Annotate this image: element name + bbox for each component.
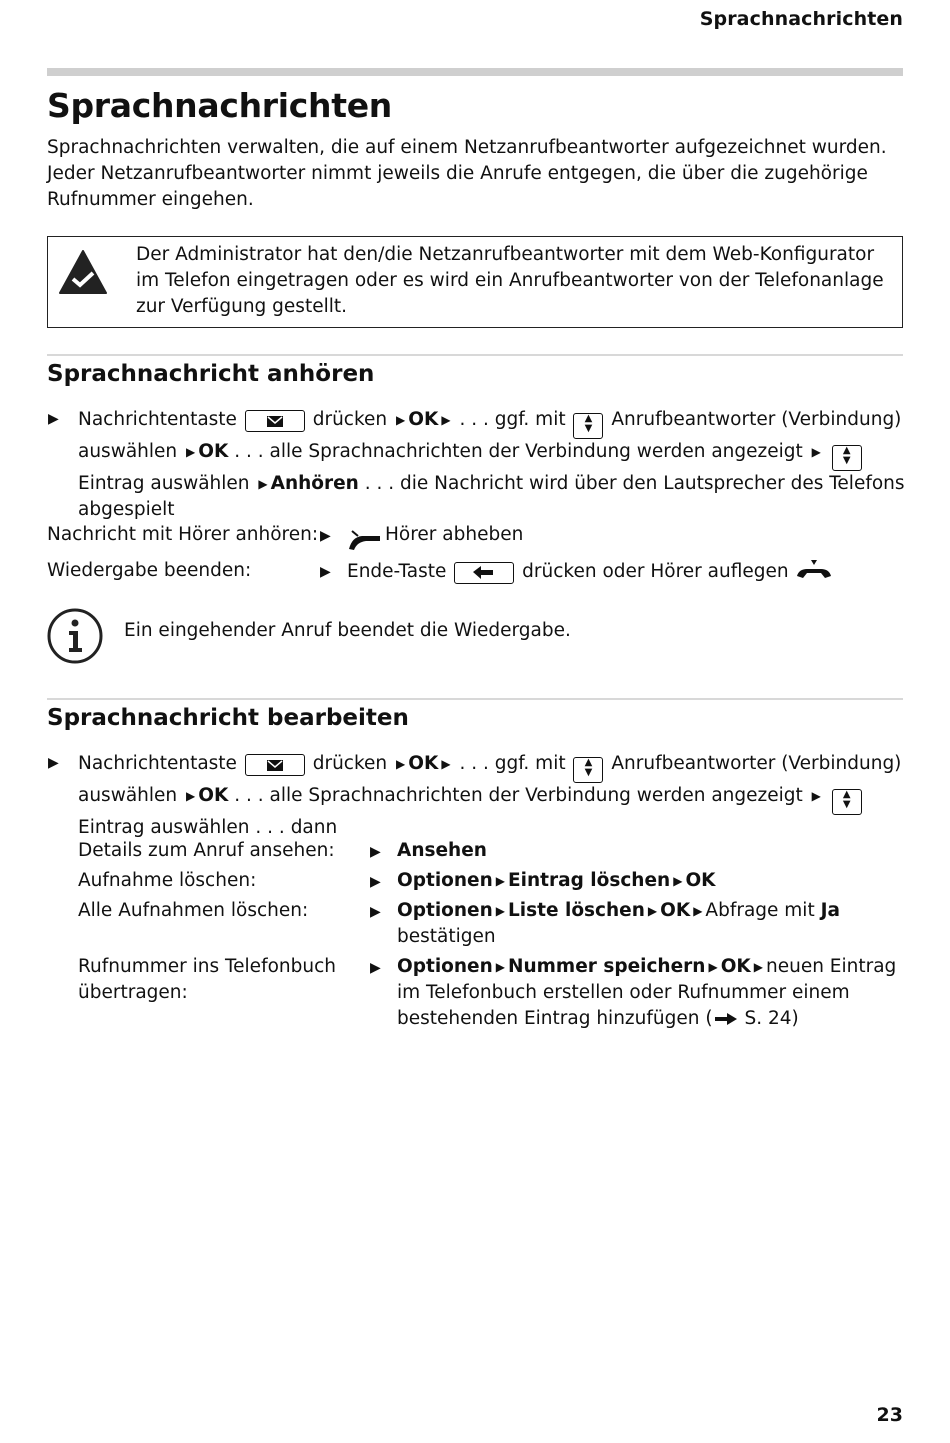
section-title-listen: Sprachnachricht anhören: [47, 361, 375, 387]
bullet-marker: ▶: [370, 960, 381, 976]
text: Anrufbeantworter (Verbindung) auswählen: [78, 409, 902, 462]
text: drücken oder Hörer auflegen: [522, 561, 789, 582]
step-arrow-icon: ▶: [258, 477, 268, 491]
step-arrow-icon: ▶: [693, 904, 703, 918]
listen-instructions: [78, 407, 908, 523]
bullet-marker: ▶: [370, 844, 381, 860]
text: Eintrag auswählen: [78, 817, 250, 838]
text: . . . dann: [255, 817, 338, 838]
step-arrow-icon: ▶: [495, 874, 505, 888]
text: Eintrag auswählen: [78, 473, 250, 494]
text: . . . die Nachricht wird über den Lautsprecher des Telefons abgespielt: [78, 473, 905, 520]
handset-label: Nachricht mit Hörer anhören:: [47, 524, 319, 545]
running-header: Sprachnachrichten: [699, 8, 903, 30]
text: . . . ggf. mit: [459, 409, 566, 430]
step-arrow-icon: ▶: [441, 413, 451, 427]
handset-action: Hörer abheben: [385, 524, 524, 545]
step-arrow-icon: ▶: [811, 445, 821, 459]
optionen-softkey: Optionen: [397, 900, 493, 921]
navigation-key-icon: ▲ ▼: [832, 445, 862, 471]
end-instructions: [347, 558, 907, 585]
option-label: Rufnummer ins Telefonbuch übertragen:: [78, 956, 336, 1003]
header-rule: [47, 68, 903, 76]
text: neuen Eintrag im Telefonbuch erstellen oder Rufnummer einem bestehenden Eintrag hinzufügen (: [397, 956, 897, 1029]
bullet-marker: ▶: [48, 755, 59, 771]
ok-softkey: OK: [408, 409, 439, 430]
text: bestätigen: [397, 926, 496, 947]
ja-softkey: Ja: [820, 900, 840, 921]
option-action: [397, 954, 907, 1032]
step-arrow-icon: ▶: [647, 904, 658, 918]
anhoeren-softkey: Anhören: [270, 473, 359, 494]
section-divider: [47, 354, 903, 356]
end-key-icon: [454, 562, 514, 584]
bullet-marker: ▶: [370, 904, 381, 920]
page-reference[interactable]: S. 24): [744, 1008, 799, 1029]
navigation-key-icon: ▲ ▼: [573, 757, 603, 783]
ok-softkey: OK: [408, 753, 439, 774]
bullet-marker: ▶: [48, 411, 59, 427]
text: Nachrichtentaste: [78, 753, 237, 774]
menu-item: Eintrag löschen: [508, 870, 671, 891]
handset-on-hook-icon: [795, 558, 833, 580]
bullet-marker: ▶: [320, 564, 331, 580]
ok-softkey: OK: [198, 441, 229, 462]
ok-softkey: OK: [660, 900, 691, 921]
ok-softkey: OK: [198, 785, 229, 806]
intro-paragraph: Sprachnachrichten verwalten, die auf einem Netzanrufbeantworter aufgezeichnet wurden. Jeder Netzanrufbeantworter nimmt jeweils die Anrufe entgegen, die über die zugehörige Rufnummer eingehen.: [47, 137, 887, 210]
optionen-softkey: Optionen: [397, 870, 493, 891]
step-arrow-icon: ▶: [441, 757, 451, 771]
end-label: Wiedergabe beenden:: [47, 560, 252, 581]
option-action: [397, 838, 907, 864]
ok-softkey: OK: [685, 870, 716, 891]
text: Anrufbeantworter (Verbindung) auswählen: [78, 753, 902, 806]
prerequisite-note: [47, 236, 903, 328]
option-action: [397, 868, 907, 894]
ok-softkey: OK: [720, 956, 751, 977]
step-arrow-icon: ▶: [495, 960, 505, 974]
message-key-icon: [245, 410, 305, 432]
bullet-marker: ▶: [320, 528, 331, 544]
handset-off-hook-icon: [346, 527, 382, 551]
step-arrow-icon: ▶: [811, 789, 821, 803]
step-arrow-icon: ▶: [396, 757, 406, 771]
ansehen-softkey: Ansehen: [397, 840, 487, 861]
section-divider: [47, 698, 903, 700]
text: . . . alle Sprachnachrichten der Verbindung werden angezeigt: [234, 441, 803, 462]
page-number: 23: [876, 1404, 903, 1426]
text: . . . ggf. mit: [459, 753, 566, 774]
menu-item: Liste löschen: [508, 900, 645, 921]
optionen-softkey: Optionen: [397, 956, 493, 977]
step-arrow-icon: ▶: [673, 874, 683, 888]
text: . . . alle Sprachnachrichten der Verbindung werden angezeigt: [234, 785, 803, 806]
warning-check-icon: [58, 247, 108, 297]
message-key-icon: [245, 754, 305, 776]
menu-item: Nummer speichern: [508, 956, 706, 977]
step-arrow-icon: ▶: [495, 904, 505, 918]
bullet-marker: ▶: [370, 874, 381, 890]
option-label: Aufnahme löschen:: [78, 870, 257, 891]
option-label: Alle Aufnahmen löschen:: [78, 900, 309, 921]
info-text: Ein eingehender Anruf beendet die Wiedergabe.: [124, 620, 571, 641]
note-text: Der Administrator hat den/die Netzanrufbeantworter mit dem Web-Konfigurator im Telefon eingetragen oder es wird ein Anrufbeantworter von der Telefonanlage zur Verfügung gestellt.: [136, 244, 884, 317]
navigation-key-icon: ▲ ▼: [573, 413, 603, 439]
text: drücken: [312, 409, 388, 430]
option-action: [397, 898, 907, 950]
page-title: Sprachnachrichten: [47, 86, 392, 125]
text: Ende-Taste: [347, 561, 447, 582]
step-arrow-icon: ▶: [186, 445, 196, 459]
step-arrow-icon: ▶: [396, 413, 406, 427]
navigation-key-icon: ▲ ▼: [832, 789, 862, 815]
text: drücken: [312, 753, 388, 774]
page-reference-arrow-icon: [713, 1010, 739, 1026]
step-arrow-icon: ▶: [753, 960, 763, 974]
text: Nachrichtentaste: [78, 409, 237, 430]
edit-instructions: [78, 751, 908, 841]
info-icon: [47, 608, 103, 664]
step-arrow-icon: ▶: [186, 789, 196, 803]
option-label: Details zum Anruf ansehen:: [78, 840, 335, 861]
section-title-edit: Sprachnachricht bearbeiten: [47, 705, 409, 731]
text: Abfrage mit: [705, 900, 815, 921]
step-arrow-icon: ▶: [708, 960, 718, 974]
